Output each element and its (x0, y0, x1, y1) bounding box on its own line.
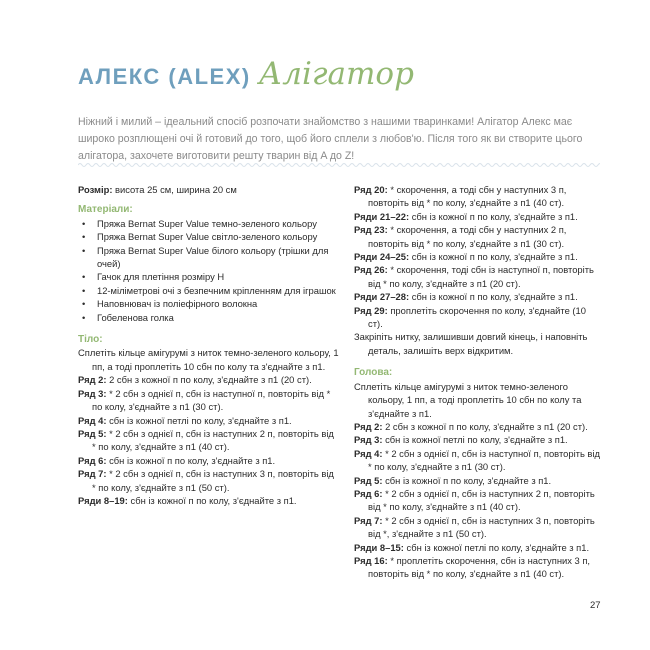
row-text: 2 сбн з кожної п по колу, з'єднайте з п1 (20 ст). (382, 420, 588, 432)
instruction-row (354, 223, 600, 250)
instruction-row (78, 454, 340, 467)
body-rows-left (78, 373, 340, 507)
row-text: * скорочення, тоді сбн із наступної п, повторіть від * по колу, з'єднайте з п1 (20 ст). (368, 264, 594, 289)
instruction-row (354, 290, 600, 303)
row-label: Ряд 3: (78, 387, 107, 399)
row-label: Ряд 4: (78, 414, 107, 426)
row-text: сбн із кожної петлі по колу, з'єднайте з п1. (382, 434, 568, 446)
size-line (78, 183, 340, 196)
row-text: сбн із кожної п по колу, з'єднайте з п1. (409, 291, 578, 303)
row-label: Ряд 26: (354, 264, 388, 276)
material-item: • Пряжа Bernat Super Value світло-зеленого кольору (78, 230, 340, 243)
row-text: * проплетіть скорочення, сбн із наступних 3 п, повторіть від * по колу, з'єднайте з п1 (40 ст). (368, 554, 591, 580)
row-label: Ряд 16: (354, 554, 388, 566)
row-label: Ряд 2: (78, 374, 107, 386)
row-label: Ряд 7: (78, 468, 107, 480)
size-label: Розмір: (78, 184, 113, 195)
material-item: • Наповнювач із поліефірного волокна (78, 297, 340, 310)
row-label: Ряди 8–19: (78, 494, 128, 506)
title-animal: Алігатор (258, 56, 414, 92)
material-item: • Гачок для плетіння розміру H (78, 270, 340, 283)
row-text: * скорочення, а тоді сбн у наступних 3 п, повторіть від * по колу, з'єднайте з п1 (40 ст). (368, 184, 567, 209)
row-text: * 2 сбн з однієї п, сбн із наступної п, повторіть від * по колу, з'єднайте з п1 (30 ст). (368, 447, 600, 473)
instruction-row (78, 387, 340, 414)
right-column (354, 183, 600, 581)
instruction-row (354, 554, 600, 581)
instruction-row (354, 514, 600, 541)
row-label: Ряд 20: (354, 184, 388, 195)
row-label: Ряд 5: (78, 427, 107, 439)
instruction-row (354, 541, 600, 554)
row-text: сбн із кожної п по колу, з'єднайте з п1. (127, 494, 297, 506)
row-text: * 2 сбн з однієї п, сбн із наступних 2 п, повторіть від * по колу, з'єднайте з п1 (40 ст). (92, 427, 334, 453)
row-label: Ряд 29: (354, 304, 388, 316)
intro-paragraph: Ніжний і милий – ідеальний спосіб розпочати знайомство з нашими тваринками! Алігатор Алекс має широко розплющені очі й готовий до того, щоб його сплели з любов'ю. Після того як ви створите цього алігатора, захочете виготовити решту тварин від A до Z! (78, 115, 583, 162)
material-item: • 12-міліметрові очі з безпечним кріпленням для іграшок (78, 284, 340, 297)
head-rows (354, 420, 600, 581)
row-text: * 2 сбн з однієї п, сбн із наступних 2 п, повторіть від * по колу, з'єднайте з п1 (40 ст). (368, 487, 595, 513)
instruction-row (354, 433, 600, 446)
row-text: 2 сбн з кожної п по колу, з'єднайте з п1 (20 ст). (106, 374, 312, 386)
instruction-row (354, 304, 600, 331)
title-name: АЛЕКС (ALEX) (78, 64, 251, 89)
body-intro: Сплетіть кільце амігурумі з ниток темно-зеленого кольору, 1 пп, а тоді проплетіть 10 сбн по колу та з'єднайте з п1. (78, 347, 339, 372)
row-label: Ряд 7: (354, 514, 383, 526)
instruction-row (354, 250, 600, 263)
materials-list (78, 217, 340, 324)
row-text: * 2 сбн з однієї п, сбн із наступної п, повторіть від * по колу, з'єднайте з п1 (30 ст). (92, 387, 331, 413)
row-label: Ряд 6: (78, 454, 107, 466)
instruction-row (354, 447, 600, 474)
body-heading: Тіло: (78, 334, 103, 346)
row-text: сбн із кожної п по колу, з'єднайте з п1. (382, 474, 552, 486)
material-item: • Пряжа Bernat Super Value білого кольору (трішки для очей) (78, 244, 340, 271)
row-label: Ряд 4: (354, 447, 383, 459)
instruction-row (354, 210, 600, 223)
instruction-row (354, 487, 600, 514)
instruction-row (78, 427, 340, 454)
left-column (78, 183, 340, 507)
row-label: Ряд 2: (354, 420, 383, 432)
row-label: Ряди 27–28: (354, 291, 410, 303)
instruction-row (354, 183, 600, 210)
row-label: Ряд 23: (354, 224, 388, 236)
instruction-row (354, 263, 600, 290)
instruction-row (78, 494, 340, 507)
wavy-divider (78, 162, 600, 168)
body-finish: Закріпіть нитку, залишивши довгий кінець, і наповніть деталь, залишіть верх відкритим. (354, 331, 588, 356)
instruction-row (78, 467, 340, 494)
row-text: сбн із кожної петлі по колу, з'єднайте з п1. (106, 414, 292, 426)
row-text: сбн із кожної п по колу, з'єднайте з п1. (409, 251, 578, 263)
page-number: 27 (590, 600, 601, 611)
instruction-row (78, 373, 340, 386)
material-item: • Пряжа Bernat Super Value темно-зеленого кольору (78, 217, 340, 230)
size-text: висота 25 см, ширина 20 см (112, 184, 237, 195)
row-label: Ряди 8–15: (354, 541, 404, 553)
row-text: * 2 сбн з однієї п, сбн із наступних 3 п, повторіть від *, з'єднайте з п1 (50 ст). (368, 514, 595, 540)
material-item: • Гобеленова голка (78, 311, 340, 324)
instruction-row (354, 474, 600, 487)
materials-heading: Матеріали: (78, 204, 133, 216)
page-title (78, 56, 414, 92)
row-text: проплетіть скорочення по колу, з'єднайте (10 ст). (368, 304, 586, 330)
row-label: Ряд 3: (354, 434, 383, 446)
head-heading: Голова: (354, 367, 393, 379)
row-label: Ряд 5: (354, 474, 383, 486)
row-text: сбн із кожної п по колу, з'єднайте з п1. (106, 454, 276, 466)
row-text: сбн із кожної п по колу, з'єднайте з п1. (409, 210, 578, 222)
row-label: Ряд 6: (354, 487, 383, 499)
instruction-row (354, 420, 600, 433)
row-label: Ряди 21–22: (354, 210, 410, 222)
head-intro: Сплетіть кільце амігурумі з ниток темно-зеленого кольору, 1 пп, а тоді проплетіть 10 сбн по колу та з'єднайте з п1. (354, 380, 582, 419)
row-text: сбн із кожної петлі по колу, з'єднайте з п1. (403, 541, 590, 553)
row-text: * скорочення, а тоді сбн у наступних 2 п, повторіть від * по колу, з'єднайте з п1 (30 ст). (368, 224, 567, 249)
instruction-row (78, 414, 340, 427)
row-label: Ряди 24–25: (354, 251, 410, 263)
row-text: * 2 сбн з однієї п, сбн із наступних 3 п, повторіть від * по колу, з'єднайте з п1 (50 ст). (92, 468, 334, 493)
body-rows-right (354, 183, 600, 330)
